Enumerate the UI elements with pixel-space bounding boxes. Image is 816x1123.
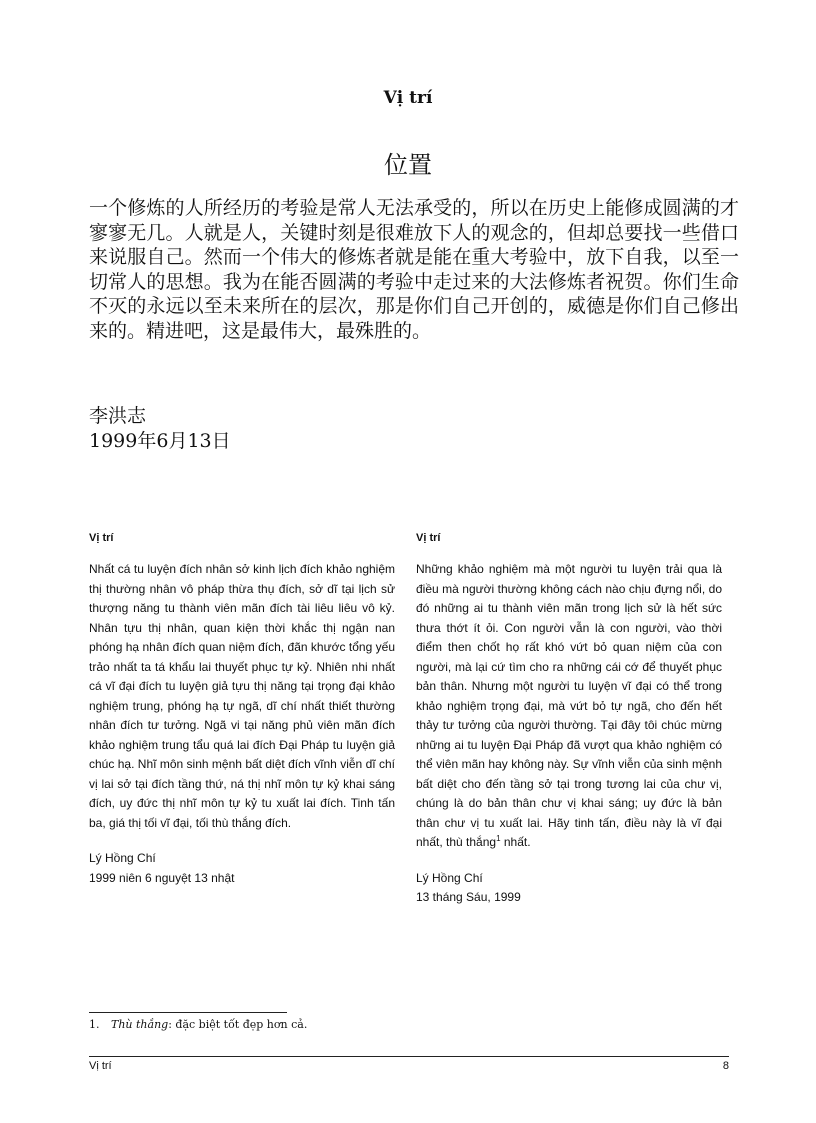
footer-page-number: 8 bbox=[722, 1060, 729, 1072]
footer-section-title: Vị trí bbox=[89, 1060, 112, 1072]
footer-divider bbox=[89, 1056, 729, 1057]
left-signature-date: 1999 niên 6 nguyệt 13 nhật bbox=[89, 870, 235, 885]
right-column-heading: Vị trí bbox=[416, 532, 441, 544]
chinese-signature-date: 1999年6月13日 bbox=[89, 429, 231, 452]
left-signature-name: Lý Hồng Chí bbox=[89, 851, 156, 865]
footnote-text: : đặc biệt tốt đẹp hơn cả. bbox=[168, 1018, 308, 1031]
page-title-vietnamese: Vị trí bbox=[383, 88, 433, 108]
right-signature-name: Lý Hồng Chí bbox=[416, 870, 483, 885]
footnote bbox=[89, 1018, 729, 1032]
left-column-body: Nhất cá tu luyện đích nhân sở kinh lịch đích khảo nghiệm thị thường nhân vô pháp thừa thụ đích, sở dĩ tại lịch sử thượng năng tu thành viên mãn đích tài liêu liêu vô kỷ. Nhân tựu thị nhân, quan kiện thời khắc thị ngận nan phóng hạ nhân đích quan niệm đích, đãn khước tổng yếu trảo nhất ta tá khẩu lai thuyết phục tự kỷ. Nhiên nhi nhất cá vĩ đại đích tu luyện giả tựu thị năng tại trọng đại khảo nghiệm trung, phóng hạ tự ngã, dĩ chí nhất thiết thường nhân đích tư tưởng. Ngã vi tại năng phủ viên mãn đích khảo nghiệm trung tẩu quá lai đích Đại Pháp tu luyện giả chúc hạ. Nhĩ môn sinh mệnh bất diệt đích vĩnh viễn dĩ chí vị lai sở tại đích tầng thứ, ná thị nhĩ môn tự kỷ khai sáng đích, uy đức thị nhĩ môn tự kỷ tu xuất lai đích. Tinh tấn ba, giá thị tối vĩ đại, tối thù thắng đích. bbox=[89, 562, 395, 830]
right-column-signature bbox=[416, 869, 722, 908]
footnote-number: 1. bbox=[89, 1018, 100, 1031]
page-title-chinese: 位置 bbox=[384, 151, 432, 179]
right-column-body-paragraph bbox=[416, 560, 722, 853]
left-column-signature bbox=[89, 849, 395, 888]
right-column-body-end: nhất. bbox=[500, 835, 531, 849]
chinese-signature bbox=[89, 404, 389, 453]
left-column-sino-vietnamese bbox=[89, 530, 395, 888]
footnote-divider bbox=[89, 1012, 287, 1013]
right-column-body: Những khảo nghiệm mà một người tu luyện trải qua là điều mà người thường không cách nào chịu đựng nổi, do đó những ai tu thành viên mãn trong lịch sử là hết sức thưa thớt ít ỏi. Con người vẫn là con người, vào thời điểm then chốt họ rất khó vứt bỏ quan niệm của con người, mà lại cứ tìm cho ra những cái cớ để thuyết phục bản thân. Nhưng một người tu luyện vĩ đại có thể trong khảo nghiệm trọng đại, mà vứt bỏ tự ngã, cho đến hết thảy tư tưởng của người thường. Tại đây tôi chúc mừng những ai tu luyện Đại Pháp đã vượt qua khảo nghiệm có thể viên mãn hay không này. Sự vĩnh viễn của sinh mệnh bất diệt cho đến tầng sở tại trong tương lai của chư vị, chúng là do bản thân chư vị khai sáng; uy đức là bản thân chư vị tu xuất lai. Hãy tinh tấn, điều này là vĩ đại nhất, thù thắng bbox=[416, 562, 722, 849]
right-column-vietnamese bbox=[416, 530, 722, 908]
footnote-reference[interactable]: 1 bbox=[496, 834, 501, 843]
left-column-heading: Vị trí bbox=[89, 532, 114, 544]
chinese-body-text: 一个修炼的人所经历的考验是常人无法承受的，所以在历史上能修成圆满的才寥寥无几。人就是人，关键时刻是很难放下人的观念的，但却总要找一些借口来说服自己。然而一个伟大的修炼者就是能在重大考验中，放下自我，以至一切常人的思想。我为在能否圆满的考验中走过来的大法修炼者祝贺。你们生命不灭的永远以至未来所在的层次，那是你们自己开创的，威德是你们自己修出来的。精进吧，这是最伟大，最殊胜的。 bbox=[89, 197, 739, 342]
chinese-signature-name: 李洪志 bbox=[89, 405, 147, 427]
footnote-term: Thù thắng bbox=[111, 1018, 169, 1031]
right-signature-date: 13 tháng Sáu, 1999 bbox=[416, 890, 521, 904]
